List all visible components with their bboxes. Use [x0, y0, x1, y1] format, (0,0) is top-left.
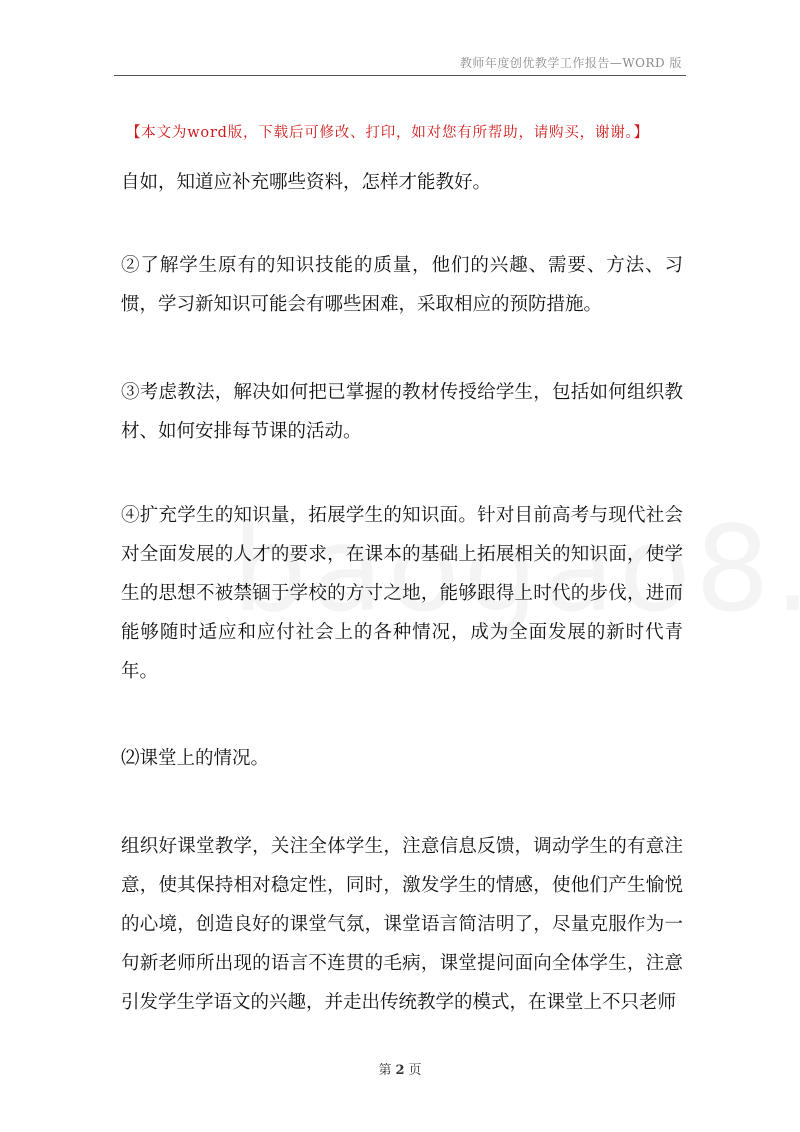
paragraph: ②了解学生原有的知识技能的质量，他们的兴趣、需要、方法、习惯，学习新知识可能会有哪些困难，采取相应的预防措施。	[121, 255, 683, 315]
page-prefix: 第	[378, 1063, 392, 1078]
body-text	[121, 496, 683, 691]
page-footer	[0, 1059, 800, 1078]
running-header: 教师年度创优教学工作报告—WORD 版	[459, 56, 682, 70]
paragraph: 自如，知道应补充哪些资料，怎样才能教好。	[121, 172, 492, 193]
body-text	[121, 373, 683, 451]
body-text	[121, 827, 683, 1022]
section-heading: ⑵课堂上的情况。	[121, 748, 270, 769]
page-number: 2	[395, 1063, 405, 1078]
body-text	[121, 246, 683, 324]
download-notice: 【本文为word版，下载后可修改、打印，如对您有所帮助，请购买，谢谢。】	[126, 125, 649, 141]
page-suffix: 页	[408, 1063, 422, 1078]
body-text	[121, 163, 683, 202]
body-text	[121, 739, 683, 778]
header-divider	[114, 75, 686, 76]
paragraph: ④扩充学生的知识量，拓展学生的知识面。针对目前高考与现代社会对全面发展的人才的要求，在课本的基础上拓展相关的知识面，使学生的思想不被禁锢于学校的方寸之地，能够跟得上时代的步伐，进而能够随时适应和应付社会上的各种情况，成为全面发展的新时代青年。	[121, 505, 683, 682]
paragraph: 组织好课堂教学，关注全体学生，注意信息反馈，调动学生的有意注意，使其保持相对稳定性，同时，激发学生的情感，使他们产生愉悦的心境，创造良好的课堂气氛，课堂语言简洁明了，尽量克服作为一句新老师所出现的语言不连贯的毛病，课堂提问面向全体学生，注意引发学生学语文的兴趣，并走出传统教学的模式，在课堂上不只老师	[121, 836, 683, 1013]
paragraph: ③考虑教法，解决如何把已掌握的教材传授给学生，包括如何组织教材、如何安排每节课的活动。	[121, 382, 683, 442]
